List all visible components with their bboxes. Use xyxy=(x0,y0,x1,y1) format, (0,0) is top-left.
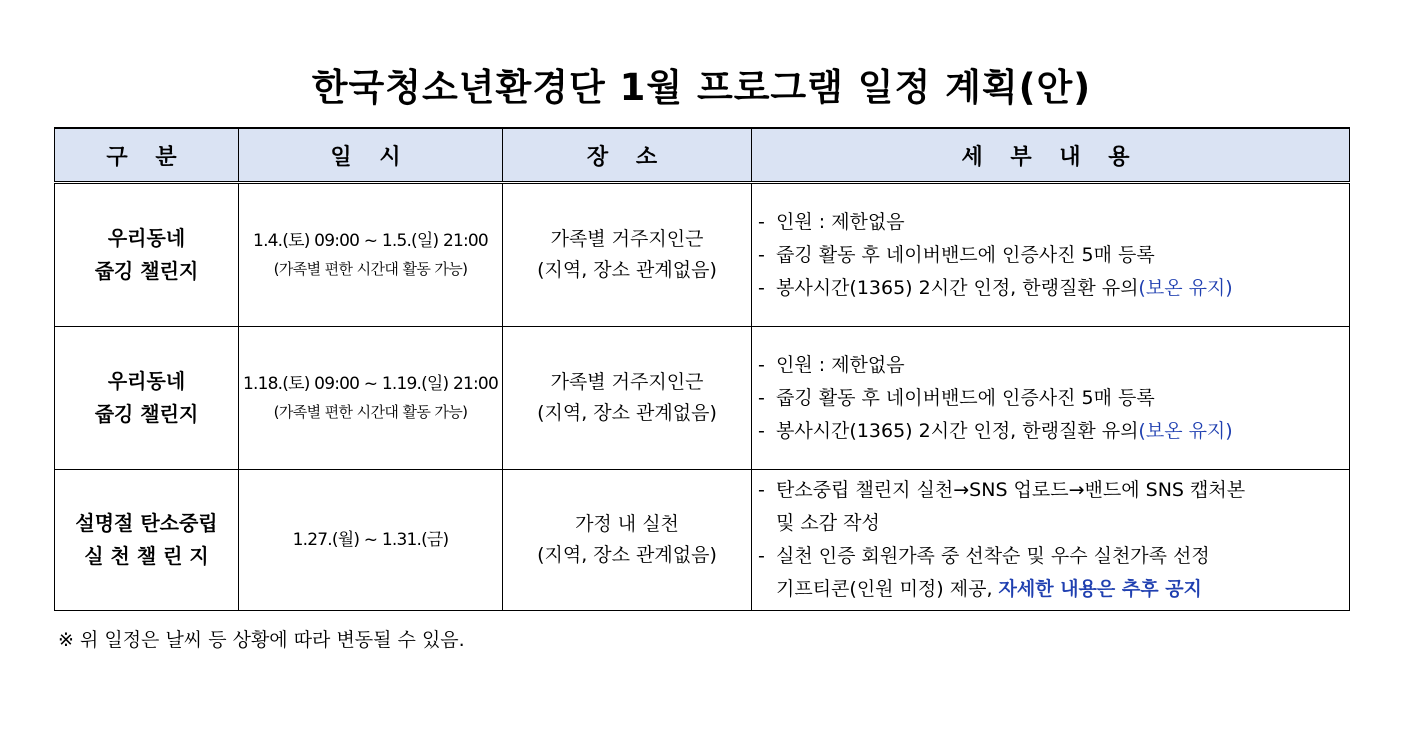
detail-text: 실천 인증 회원가족 중 선착순 및 우수 실천가족 선정 xyxy=(776,545,1210,567)
detail-text: 줍깅 활동 후 네이버밴드에 인증사진 5매 등록 xyxy=(776,243,1155,266)
place-cell xyxy=(503,470,752,611)
header-place: 장 소 xyxy=(503,128,752,183)
detail-text xyxy=(776,415,1343,448)
detail-highlight: 자세한 내용은 추후 공지 xyxy=(998,578,1202,600)
header-details: 세 부 내 용 xyxy=(752,128,1350,183)
detail-item xyxy=(758,206,1343,239)
detail-continuation xyxy=(758,573,1343,606)
bullet-dash: - xyxy=(758,210,765,233)
detail-highlight: (보온 유지) xyxy=(1138,419,1233,442)
detail-item xyxy=(758,415,1343,448)
detail-text: 줍깅 활동 후 네이버밴드에 인증사진 5매 등록 xyxy=(776,386,1155,409)
date-cell xyxy=(239,327,503,470)
category-line: 우리동네 xyxy=(107,226,186,250)
category-cell xyxy=(55,470,239,611)
table-header-row xyxy=(55,128,1350,183)
bullet-dash: - xyxy=(758,419,765,442)
place-line: (지역, 장소 관계없음) xyxy=(537,259,717,281)
table-row xyxy=(55,327,1350,470)
bullet-dash: - xyxy=(758,545,765,567)
category-line: 실 천 챌 린 지 xyxy=(84,544,209,568)
detail-item xyxy=(758,540,1343,573)
date-note: (가족별 편한 시간대 활동 가능) xyxy=(273,403,468,421)
detail-text-plain: 봉사시간(1365) 2시간 인정, 한랭질환 유의 xyxy=(776,276,1139,299)
detail-text-plain: 기프티콘(인원 미정) 제공, xyxy=(776,578,999,600)
category-cell xyxy=(55,327,239,470)
bullet-dash: - xyxy=(758,386,765,409)
category-line: 줍깅 챌린지 xyxy=(94,259,199,283)
date-main: 1.27.(월) ~ 1.31.(금) xyxy=(292,530,449,550)
header-category: 구 분 xyxy=(55,128,239,183)
detail-item xyxy=(758,474,1343,507)
table-row xyxy=(55,183,1350,327)
date-main: 1.18.(토) 09:00 ~ 1.19.(일) 21:00 xyxy=(243,374,498,394)
date-cell xyxy=(239,183,503,327)
details-cell xyxy=(752,470,1350,611)
detail-text xyxy=(776,272,1343,305)
place-line: 가족별 거주지인근 xyxy=(550,371,704,393)
detail-continuation: 및 소감 작성 xyxy=(776,512,880,534)
detail-item xyxy=(758,349,1343,382)
date-note: (가족별 편한 시간대 활동 가능) xyxy=(273,260,468,278)
details-cell xyxy=(752,327,1350,470)
place-line: 가정 내 실천 xyxy=(575,513,679,535)
bullet-dash: - xyxy=(758,243,765,266)
bullet-dash: - xyxy=(758,276,765,299)
detail-highlight: (보온 유지) xyxy=(1138,276,1233,299)
schedule-table xyxy=(54,127,1350,611)
detail-text: 탄소중립 챌린지 실천→SNS 업로드→밴드에 SNS 캡처본 xyxy=(776,479,1246,501)
place-cell xyxy=(503,183,752,327)
place-line: (지역, 장소 관계없음) xyxy=(537,544,717,566)
category-line: 우리동네 xyxy=(107,369,186,393)
header-date: 일 시 xyxy=(239,128,503,183)
detail-item xyxy=(758,382,1343,415)
date-cell xyxy=(239,470,503,611)
category-line: 설명절 탄소중립 xyxy=(75,511,218,535)
table-row xyxy=(55,470,1350,611)
bullet-dash: - xyxy=(758,353,765,376)
place-cell xyxy=(503,327,752,470)
category-cell xyxy=(55,183,239,327)
document-title: 한국청소년환경단 1월 프로그램 일정 계획(안) xyxy=(311,66,1092,109)
place-line: 가족별 거주지인근 xyxy=(550,228,704,250)
detail-item xyxy=(758,239,1343,272)
bullet-dash: - xyxy=(758,479,765,501)
detail-item xyxy=(758,272,1343,305)
category-line: 줍깅 챌린지 xyxy=(94,402,199,426)
date-main: 1.4.(토) 09:00 ~ 1.5.(일) 21:00 xyxy=(253,231,488,251)
detail-text: 인원 : 제한없음 xyxy=(776,353,905,376)
detail-text-plain: 봉사시간(1365) 2시간 인정, 한랭질환 유의 xyxy=(776,419,1139,442)
place-line: (지역, 장소 관계없음) xyxy=(537,402,717,424)
details-cell xyxy=(752,183,1350,327)
detail-text: 인원 : 제한없음 xyxy=(776,210,905,233)
footnote: ※ 위 일정은 날씨 등 상황에 따라 변동될 수 있음. xyxy=(58,629,465,651)
